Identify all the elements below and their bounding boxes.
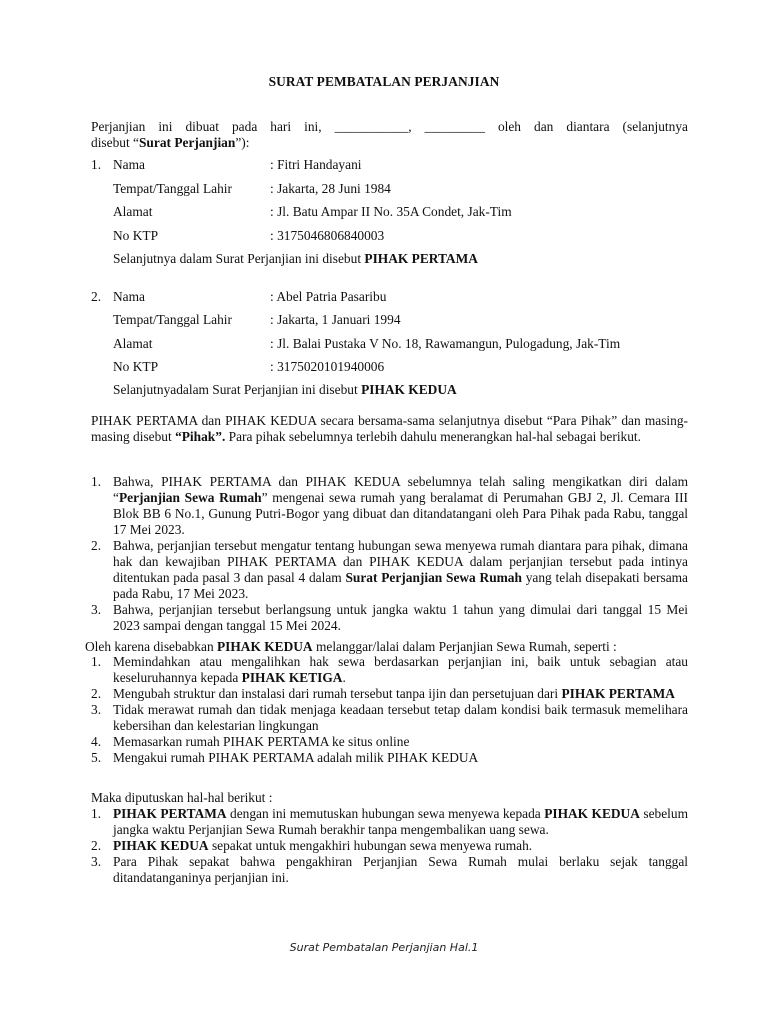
list-item — [91, 806, 688, 838]
list-text: ” mengenai sewa rumah yang beralamat di Perumahan GBJ 2, Jl. Cemara III Blok BB 6 No.1, Gunung Putri-Bogor yang dibuat dan ditandatangani oleh Para Pihak pada Rabu, tanggal 17 Mei 2023. — [113, 490, 689, 537]
paragraph-text: Oleh karena disebabkan — [85, 639, 217, 654]
bahwa-list — [91, 474, 688, 634]
party-value: : Jakarta, 28 Juni 1984 — [270, 181, 391, 196]
list-number: 1. — [91, 654, 102, 669]
list-bold: PIHAK KETIGA — [241, 670, 343, 685]
party-label: No KTP — [113, 228, 159, 243]
party-value: : Fitri Handayani — [270, 157, 362, 172]
list-item — [91, 702, 688, 734]
list-item — [91, 686, 688, 702]
list-number: 5. — [91, 750, 102, 765]
list-text: Tidak merawat rumah dan tidak menjaga keadaan tersebut tetap dalam kondisi baik termasuk memelihara kebersihan dan kelestarian lingkungan — [113, 702, 688, 733]
paragraph-text: melanggar/lalai dalam Perjanjian Sewa Rumah, seperti : — [312, 639, 617, 654]
list-item — [91, 734, 688, 750]
party-footer-bold: PIHAK KEDUA — [361, 382, 457, 397]
list-text: Mengakui rumah PIHAK PERTAMA adalah milik PIHAK KEDUA — [113, 750, 479, 765]
list-number: 2. — [91, 686, 102, 701]
party-footer — [113, 382, 457, 398]
intro-text: ”): — [235, 135, 250, 150]
party-label: Alamat — [113, 204, 153, 219]
list-text: Bahwa, PIHAK PERTAMA dan PIHAK KEDUA sebelumnya telah saling mengikatkan diri dalam “ — [113, 474, 688, 505]
list-text: yang telah disepakati bersama pada Rabu, 17 Mei 2023. — [113, 570, 688, 601]
para-pihak-paragraph — [91, 413, 688, 445]
list-number: 2. — [91, 538, 102, 553]
party-label: Tempat/Tanggal Lahir — [113, 312, 232, 327]
list-text: Memasarkan rumah PIHAK PERTAMA ke situs online — [113, 734, 410, 749]
maka-paragraph: Maka diputuskan hal-hal berikut : — [91, 790, 273, 805]
party-value: : Abel Patria Pasaribu — [270, 289, 387, 304]
document-title: SURAT PEMBATALAN PERJANJIAN — [268, 74, 500, 89]
list-item — [91, 654, 688, 686]
party-value: : 3175046806840003 — [270, 228, 385, 243]
keputusan-list — [91, 806, 688, 886]
list-text: dengan ini memutuskan hubungan sewa menyewa kepada — [226, 806, 545, 821]
list-text: sepakat untuk mengakhiri hubungan sewa menyewa rumah. — [208, 838, 533, 853]
list-bold: Surat Perjanjian Sewa Rumah — [345, 570, 522, 585]
list-item — [91, 854, 688, 886]
list-item — [91, 838, 688, 854]
page-footer: Surat Pembatalan Perjanjian Hal.1 — [289, 941, 479, 954]
party-value: : 3175020101940006 — [270, 359, 385, 374]
intro-line-1: Perjanjian ini dibuat pada hari ini, ___________, _________ oleh dan diantara (selanjutnya — [91, 119, 688, 134]
list-number: 1. — [91, 806, 102, 821]
party-label: No KTP — [113, 359, 159, 374]
list-text: Para Pihak sepakat bahwa pengakhiran Perjanjian Sewa Rumah mulai berlaku sejak tanggal ditandatanganinya perjanjian ini. — [113, 854, 688, 885]
list-item — [91, 538, 688, 602]
paragraph-bold: PIHAK KEDUA — [217, 639, 313, 654]
list-text: sebelum jangka waktu Perjanjian Sewa Rumah berakhir tanpa mengembalikan uang sewa. — [113, 806, 688, 837]
paragraph-text: Para pihak sebelumnya terlebih dahulu menerangkan hal-hal sebagai berikut. — [225, 429, 642, 444]
intro-paragraph — [91, 119, 688, 151]
list-number: 1. — [91, 474, 102, 489]
list-bold: PIHAK KEDUA — [544, 806, 640, 821]
paragraph-bold: “Pihak”. — [175, 429, 226, 444]
paragraph-text: PIHAK PERTAMA dan PIHAK KEDUA secara bersama-sama selanjutnya disebut “Para Pihak” dan masing-masing disebut — [91, 413, 688, 444]
oleh-paragraph — [85, 639, 688, 655]
intro-line-2 — [91, 135, 688, 151]
party-number: 2. — [91, 289, 102, 304]
list-number: 3. — [91, 854, 102, 869]
list-item — [91, 750, 688, 766]
party-footer — [113, 251, 478, 267]
list-text: Memindahkan atau mengalihkan hak sewa berdasarkan perjanjian ini, baik untuk sebagian atau keseluruhannya kepada — [113, 654, 688, 685]
party-value: : Jakarta, 1 Januari 1994 — [270, 312, 401, 327]
party-label: Nama — [113, 289, 145, 304]
party-value: : Jl. Batu Ampar II No. 35A Condet, Jak-Tim — [270, 204, 512, 219]
pelanggaran-list — [91, 654, 688, 766]
list-number: 3. — [91, 602, 102, 617]
list-text: Mengubah struktur dan instalasi dari rumah tersebut tanpa ijin dan persetujuan dari — [113, 686, 562, 701]
party-label: Alamat — [113, 336, 153, 351]
party-footer-bold: PIHAK PERTAMA — [364, 251, 478, 266]
list-number: 3. — [91, 702, 102, 717]
party-footer-text: Selanjutnya dalam Surat Perjanjian ini disebut — [113, 251, 365, 266]
list-item — [91, 602, 688, 634]
party-number: 1. — [91, 157, 102, 172]
intro-text: disebut “ — [91, 135, 139, 150]
party-label: Tempat/Tanggal Lahir — [113, 181, 232, 196]
list-item — [91, 474, 688, 538]
list-text: Bahwa, perjanjian tersebut berlangsung untuk jangka waktu 1 tahun yang dimulai dari tanggal 15 Mei 2023 sampai dengan tanggal 15 Mei 2024. — [113, 602, 688, 633]
list-number: 4. — [91, 734, 102, 749]
intro-bold: Surat Perjanjian — [138, 135, 236, 150]
party-label: Nama — [113, 157, 145, 172]
party-value: : Jl. Balai Pustaka V No. 18, Rawamangun, Pulogadung, Jak-Tim — [270, 336, 621, 351]
list-bold: Perjanjian Sewa Rumah — [118, 490, 262, 505]
list-bold: PIHAK PERTAMA — [561, 686, 675, 701]
party-footer-text: Selanjutnyadalam Surat Perjanjian ini disebut — [113, 382, 362, 397]
list-bold: PIHAK PERTAMA — [113, 806, 227, 821]
list-bold: PIHAK KEDUA — [113, 838, 209, 853]
list-text: Bahwa, perjanjian tersebut mengatur tentang hubungan sewa menyewa rumah diantara para pihak, dimana hak dan kewajiban PIHAK PERTAMA dan PIHAK KEDUA dalam perjanjian tersebut pada intinya ditentukan pada pasal 3 dan pasal 4 dalam — [113, 538, 688, 585]
list-text: . — [342, 670, 346, 685]
list-number: 2. — [91, 838, 102, 853]
